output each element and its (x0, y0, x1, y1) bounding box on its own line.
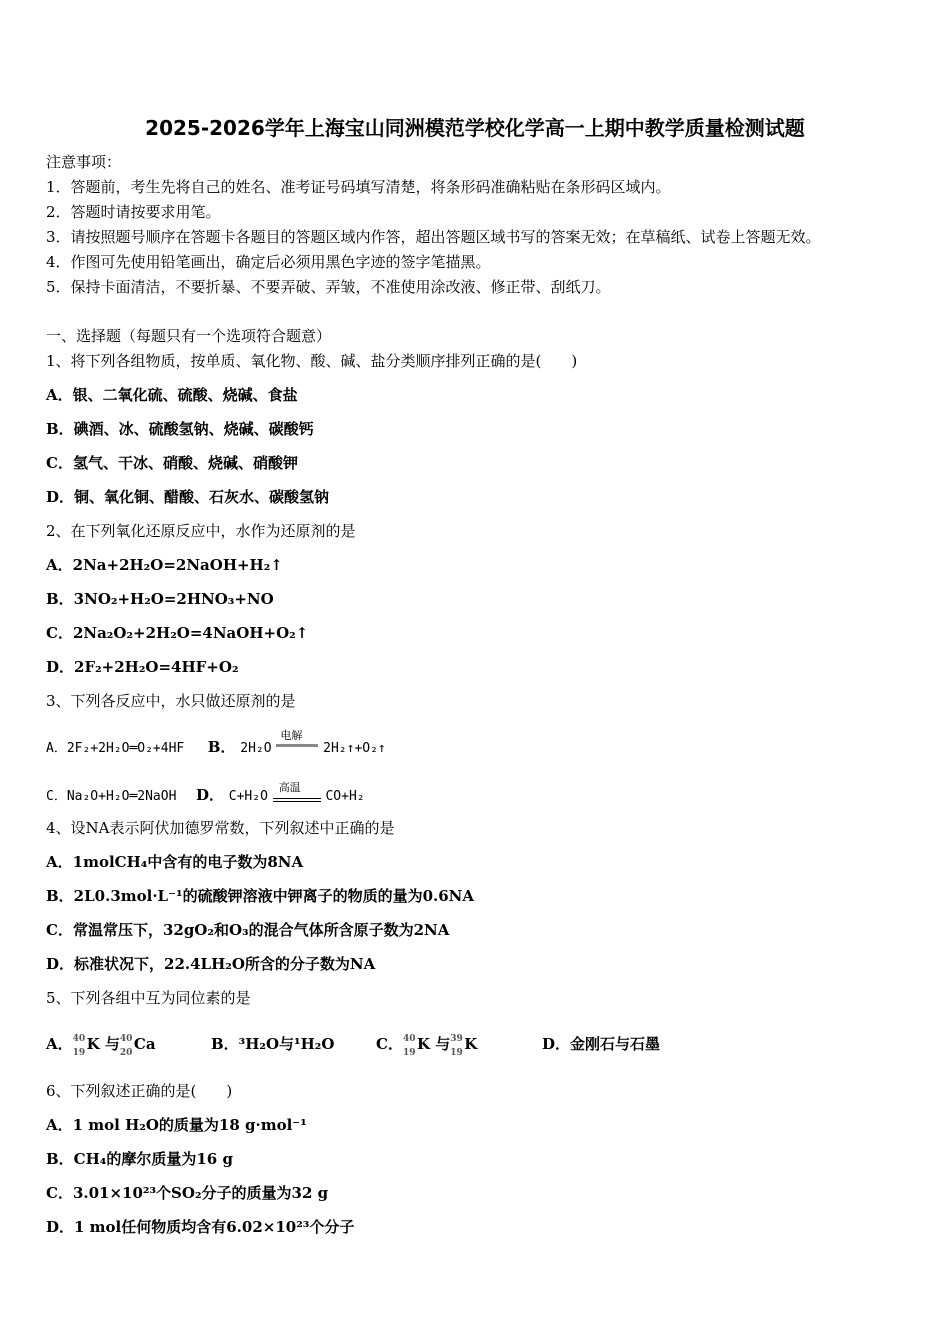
q1-option-c: C．氢气、干冰、硝酸、烧碱、硝酸钾 (46, 454, 298, 472)
q4-option-a: A．1molCH₄中含有的电子数为8NA (46, 853, 304, 871)
q5-option-c: C． 40 19 K 与 39 19 K (376, 1034, 478, 1058)
q6-option-a: A．1 mol H₂O的质量为18 g·mol⁻¹ (46, 1116, 307, 1134)
reaction-condition: 电解 (280, 729, 303, 742)
q4-option-c: C．常温常压下，32gO₂和O₃的混合气体所含原子数为2NA (46, 921, 450, 939)
reaction-condition: 高温 (278, 781, 301, 794)
q2-option-c: C．2Na₂O₂+2H₂O=4NaOH+O₂↑ (46, 624, 309, 642)
q6-option-d: D．1 mol任何物质均含有6.02×10²³个分子 (46, 1218, 355, 1236)
q6-option-c: C．3.01×10²³个SO₂分子的质量为32 g (46, 1184, 329, 1202)
notice-item: 4．作图可先使用铅笔画出，确定后必须用黑色字迹的签字笔描黑。 (46, 253, 491, 271)
notice-item: 5．保持卡面清洁，不要折暴、不要弄破、弄皱，不准使用涂改液、修正带、刮纸刀。 (46, 278, 611, 296)
q2-option-b: B．3NO₂+H₂O=2HNO₃+NO (46, 590, 274, 608)
section-heading: 一、选择题（每题只有一个选项符合题意） (46, 327, 332, 345)
question-2-stem: 2、在下列氧化还原反应中，水作为还原剂的是 (46, 522, 356, 540)
q5-option-d: D．金刚石与石墨 (542, 1035, 661, 1053)
notice-heading: 注意事项： (46, 153, 122, 171)
q3-option-b-left: 2H₂O (240, 741, 272, 756)
q1-option-d: D．铜、氧化铜、醋酸、石灰水、碳酸氢钠 (46, 488, 330, 506)
page-title: 2025-2026学年上海宝山同洲模范学校化学高一上期中教学质量检测试题 (145, 116, 805, 140)
reaction-arrow-icon (276, 729, 318, 756)
q2-option-a: A．2Na+2H₂O=2NaOH+H₂↑ (46, 556, 283, 574)
q4-option-b: B．2L0.3mol·L⁻¹的硫酸钾溶液中钾离子的物质的量为0.6NA (46, 887, 475, 905)
q6-option-b: B．CH₄的摩尔质量为16 g (46, 1150, 233, 1168)
q3-option-b-right: 2H₂↑+O₂↑ (323, 741, 386, 756)
q3-option-c: C．Na₂O+H₂O═2NaOH (46, 789, 177, 804)
notice-item: 3．请按照题号顺序在答题卡各题目的答题区域内作答，超出答题区域书写的答案无效；在草稿纸、试卷上答题无效。 (46, 228, 821, 246)
q3-option-b-label: B． (207, 738, 236, 756)
notice-item: 2．答题时请按要求用笔。 (46, 203, 221, 221)
equals-sign-icon (273, 781, 321, 804)
question-6-stem: 6、下列叙述正确的是( ) (46, 1082, 233, 1100)
question-1-stem: 1、将下列各组物质，按单质、氧化物、酸、碱、盐分类顺序排列正确的是( ) (46, 352, 578, 370)
q1-option-b: B．碘酒、冰、硫酸氢钠、烧碱、碳酸钙 (46, 420, 314, 438)
question-3-stem: 3、下列各反应中，水只做还原剂的是 (46, 692, 296, 710)
q3-options-ab (46, 729, 386, 759)
q3-option-d-left: C+H₂O (228, 789, 268, 804)
q2-option-d: D．2F₂+2H₂O=4HF+O₂ (46, 658, 239, 676)
q3-option-d-right: CO+H₂ (325, 789, 365, 804)
q3-option-a: A．2F₂+2H₂O═O₂+4HF (46, 741, 185, 756)
q4-option-d: D．标准状况下，22.4LH₂O所含的分子数为NA (46, 955, 376, 973)
q5-option-a: A． 40 19 K 与 40 20 Ca (46, 1034, 156, 1058)
question-5-stem: 5、下列各组中互为同位素的是 (46, 989, 251, 1007)
notice-item: 1．答题前，考生先将自己的姓名、准考证号码填写清楚，将条形码准确粘贴在条形码区域内。 (46, 178, 671, 196)
q1-option-a: A．银、二氧化硫、硫酸、烧碱、食盐 (46, 386, 298, 404)
q5-option-b: B．³H₂O与¹H₂O (211, 1035, 335, 1053)
question-4-stem: 4、设NA表示阿伏加德罗常数，下列叙述中正确的是 (46, 819, 395, 837)
q3-option-d-label: D． (195, 786, 224, 804)
q3-options-cd (46, 781, 365, 807)
